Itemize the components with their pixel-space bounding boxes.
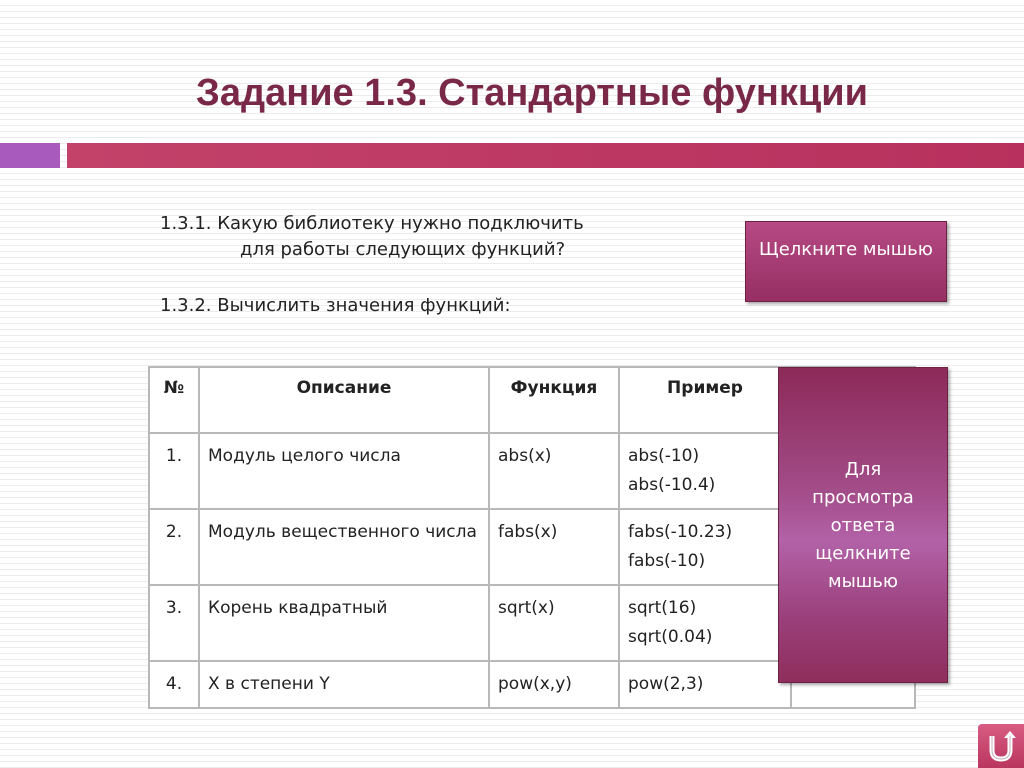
click-reveal-button[interactable] [745, 221, 947, 302]
header-description: Описание [199, 367, 489, 433]
row-example-line: sqrt(0.04) [628, 627, 713, 647]
row-example [619, 433, 791, 509]
row-function: fabs(x) [489, 509, 619, 585]
header-function: Функция [489, 367, 619, 433]
row-example-line: abs(-10.4) [628, 475, 716, 495]
return-button[interactable] [978, 724, 1024, 768]
show-answer-label-line: щелкните [815, 543, 911, 564]
row-description: X в степени Y [199, 661, 489, 708]
show-answer-label-line: ответа [830, 515, 896, 536]
row-description: Модуль целого числа [199, 433, 489, 509]
return-icon [978, 724, 1024, 768]
header-example: Пример [619, 367, 791, 433]
row-num: 2. [149, 509, 199, 585]
row-function: sqrt(x) [489, 585, 619, 661]
row-description: Корень квадратный [199, 585, 489, 661]
task-2-question: 1.3.2. Вычислить значения функций: [160, 295, 511, 316]
task-1-question: 1.3.1. Какую библиотеку нужно подключить [160, 213, 584, 234]
header-num: № [149, 367, 199, 433]
row-example: pow(2,3) [619, 661, 791, 708]
accent-bar-left [0, 143, 60, 168]
show-answer-button[interactable] [778, 367, 948, 683]
show-answer-label-line: Для [844, 459, 882, 480]
row-function: pow(x,y) [489, 661, 619, 708]
task-1-question-continued: для работы следующих функций? [240, 239, 566, 260]
row-example [619, 509, 791, 585]
row-num: 1. [149, 433, 199, 509]
row-example-line: abs(-10) [628, 446, 700, 466]
show-answer-label-line: мышью [827, 571, 899, 592]
row-example [619, 585, 791, 661]
accent-bar-right [67, 143, 1024, 168]
slide-title: Задание 1.3. Стандартные функции [196, 72, 868, 114]
row-num: 4. [149, 661, 199, 708]
row-num: 3. [149, 585, 199, 661]
row-function: abs(x) [489, 433, 619, 509]
row-description: Модуль вещественного числа [199, 509, 489, 585]
row-example-line: fabs(-10.23) [628, 522, 733, 542]
show-answer-label-line: просмотра [812, 487, 914, 508]
click-reveal-label: Щелкните мышью [759, 239, 933, 260]
row-example-line: sqrt(16) [628, 598, 697, 618]
row-example-line: fabs(-10) [628, 551, 706, 571]
